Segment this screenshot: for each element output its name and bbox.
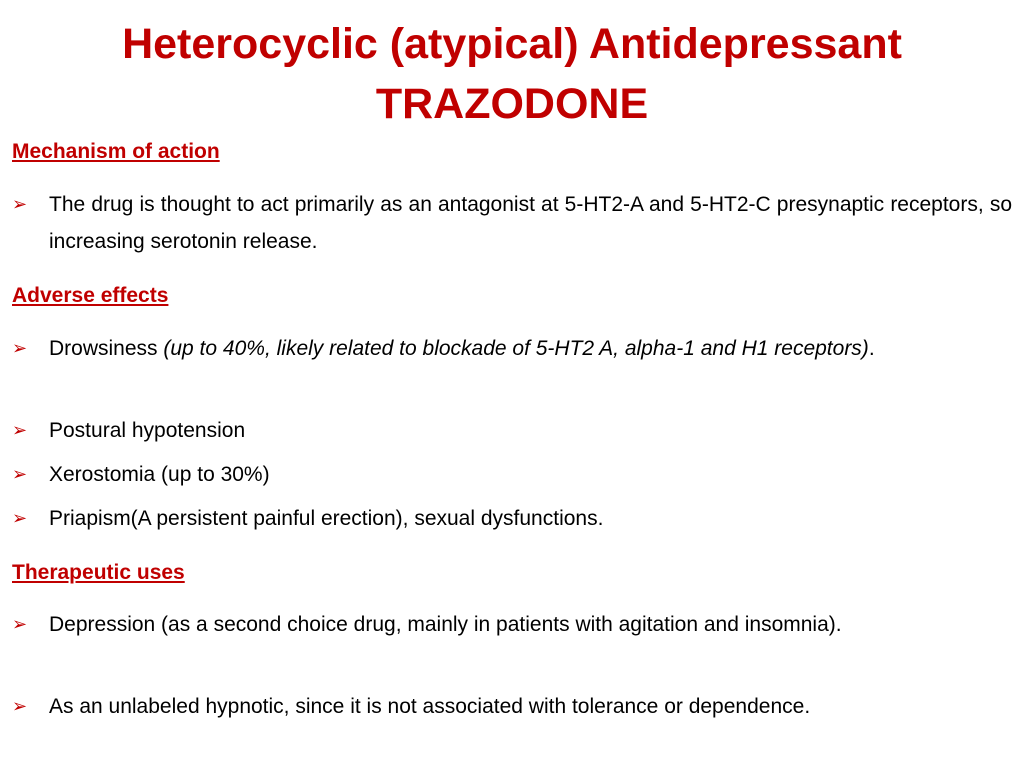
mechanism-heading: Mechanism of action xyxy=(12,140,220,163)
arrow-bullet-icon: ➢ xyxy=(12,696,28,717)
therapeutic-heading: Therapeutic uses xyxy=(12,561,185,584)
slide-title xyxy=(0,14,1024,134)
bullet-text-italic: (up to 40%, likely related to blockade of 5-HT2 A, alpha-1 and H1 receptors) xyxy=(163,337,869,360)
adverse-bullet-xerostomia xyxy=(12,456,1012,493)
title-line-1: Heterocyclic (atypical) Antidepressant xyxy=(122,20,902,68)
arrow-bullet-icon: ➢ xyxy=(12,420,28,441)
bullet-text: As an unlabeled hypnotic, since it is not associated with tolerance or dependence. xyxy=(49,695,811,718)
bullet-text-end: . xyxy=(868,337,875,360)
title-line-2: TRAZODONE xyxy=(375,80,649,128)
therapeutic-bullet-hypnotic xyxy=(12,688,1012,725)
bullet-text-main: Drowsiness xyxy=(49,337,164,360)
arrow-bullet-icon: ➢ xyxy=(12,194,28,215)
bullet-text: The drug is thought to act primarily as an antagonist at 5-HT2-A and 5-HT2-C presynaptic receptors, so increasing serotonin release. xyxy=(49,193,1012,253)
bullet-text: Postural hypotension xyxy=(49,419,246,442)
arrow-bullet-icon: ➢ xyxy=(12,464,28,485)
arrow-bullet-icon: ➢ xyxy=(12,614,28,635)
mechanism-bullet xyxy=(12,186,1012,260)
adverse-bullet-hypotension xyxy=(12,412,1012,449)
adverse-bullet-drowsiness xyxy=(12,330,1012,367)
bullet-text: Priapism(A persistent painful erection), sexual dysfunctions. xyxy=(49,507,604,530)
arrow-bullet-icon: ➢ xyxy=(12,338,28,359)
bullet-text xyxy=(49,330,1012,367)
adverse-heading: Adverse effects xyxy=(12,284,169,307)
adverse-bullet-priapism xyxy=(12,500,1012,537)
bullet-text: Xerostomia (up to 30%) xyxy=(49,463,270,486)
arrow-bullet-icon: ➢ xyxy=(12,508,28,529)
bullet-text: Depression (as a second choice drug, mainly in patients with agitation and insomnia). xyxy=(49,613,842,636)
therapeutic-bullet-depression xyxy=(12,606,1012,643)
